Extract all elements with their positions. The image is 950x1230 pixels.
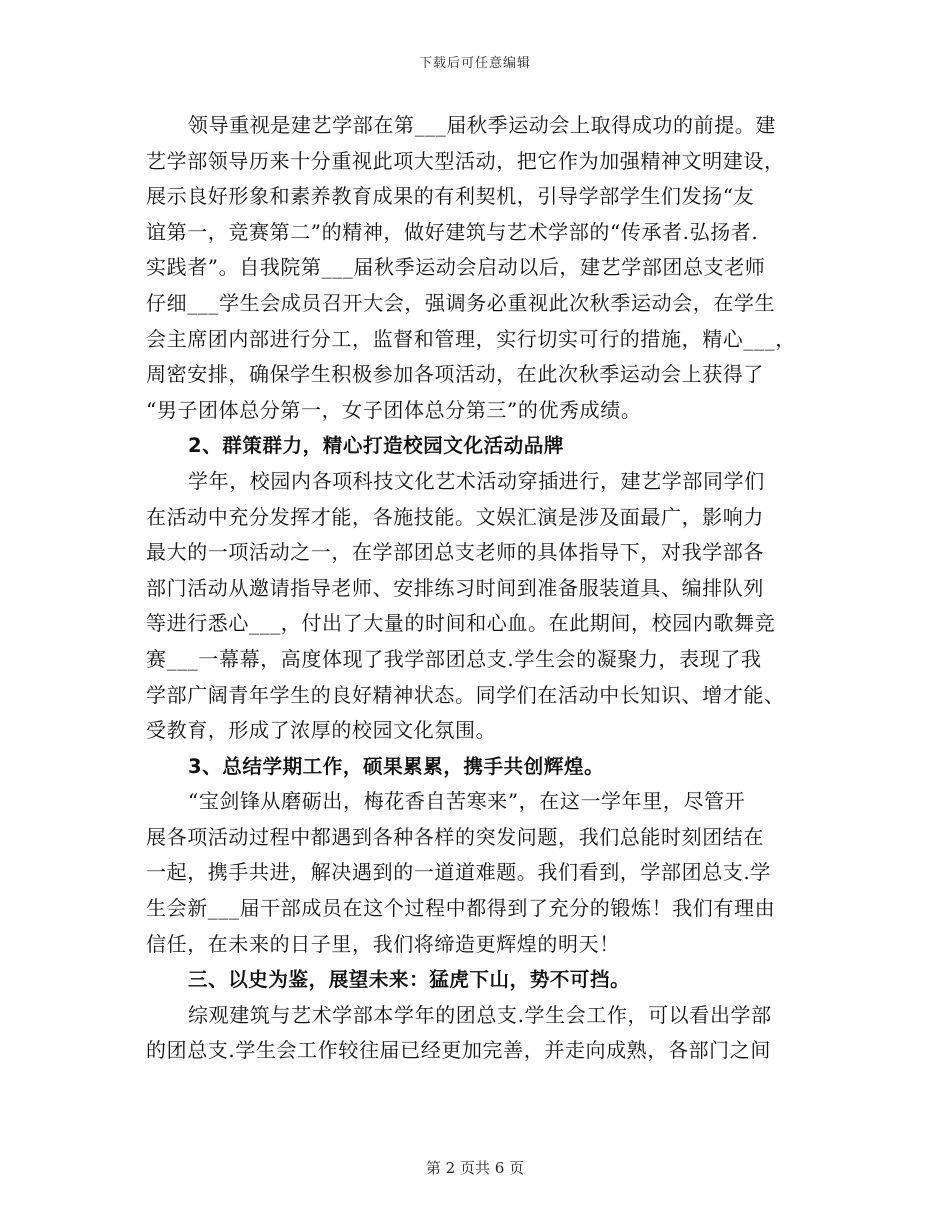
text-line-24: 信任，在未来的日子里，我们将缔造更辉煌的明天！ [146,931,620,956]
text-line-27: 的团总支.学生会工作较往届已经更加完善，并走向成熟，各部门之间 [146,1038,771,1063]
document-body [146,108,806,1069]
text-line-12: 在活动中充分发挥才能，各施技能。文娱汇演是涉及面最广，影响力 [146,504,764,529]
text-line-22: 一起，携手共进，解决遇到的一道道难题。我们看到，学部团总支.学 [146,860,771,885]
text-line-17: 学部广阔青年学生的良好精神状态。同学们在活动中长知识、增才能、 [146,682,785,707]
text-line-5: 实践者”。自我院第___届秋季运动会启动以后，建艺学部团总支老师 [146,255,766,280]
text-line-13: 最大的一项活动之一，在学部团总支老师的具体指导下，对我学部各 [146,540,764,565]
text-line-3: 展示良好形象和素养教育成果的有利契机，引导学部学生们发扬“友 [146,184,755,209]
text-line-2: 艺学部领导历来十分重视此项大型活动，把它作为加强精神文明建设， [146,148,785,173]
page-footer: 第 2 页共 6 页 [425,1159,525,1177]
page-header: 下载后可任意编辑 [418,56,531,71]
section-heading-2: 2、群策群力，精心打造校园文化活动品牌 [188,434,564,458]
text-line-23: 生会新___届干部成员在这个过程中都得到了充分的锻炼！我们有理由 [146,896,776,921]
section-heading-3: 3、总结学期工作，硕果累累，携手共创辉煌。 [188,754,605,778]
text-line-11: 学年，校园内各项科技文化艺术活动穿插进行，建艺学部同学们 [188,468,765,493]
text-line-14: 部门活动从邀请指导老师、安排练习时间到准备服装道具、编排队列 [146,575,764,600]
text-line-20: “宝剑锋从磨砺出，梅花香自苦寒来”，在这一学年里，尽管开 [188,789,746,814]
section-heading-three: 三、以史为鉴，展望未来：猛虎下山，势不可挡。 [188,968,631,992]
text-line-26: 综观建筑与艺术学部本学年的团总支.学生会工作，可以看出学部 [188,1002,772,1027]
text-line-8: 周密安排，确保学生积极参加各项活动，在此次秋季运动会上获得了 [146,362,764,387]
text-line-6: 仔细___学生会成员召开大会，强调务必重视此次秋季运动会，在学生 [146,290,776,315]
text-line-21: 展各项活动过程中都遇到各种各样的突发问题，我们总能时刻团结在 [146,824,764,849]
text-line-4: 谊第一，竞赛第二”的精神，做好建筑与艺术学部的“传承者.弘扬者. [146,219,759,244]
text-line-18: 受教育，形成了浓厚的校园文化氛围。 [146,718,497,743]
text-line-9: “男子团体总分第一，女子团体总分第三”的优秀成绩。 [146,397,642,422]
text-line-1: 领导重视是建艺学部在第___届秋季运动会上取得成功的前提。建 [188,113,776,137]
text-line-15: 等进行悉心___，付出了大量的时间和心血。在此期间，校园内歌舞竞 [146,611,776,636]
text-line-7: 会主席团内部进行分工，监督和管理，实行切实可行的措施，精心___， [146,326,796,351]
text-line-16: 赛___一幕幕，高度体现了我学部团总支.学生会的凝聚力，表现了我 [146,646,762,671]
